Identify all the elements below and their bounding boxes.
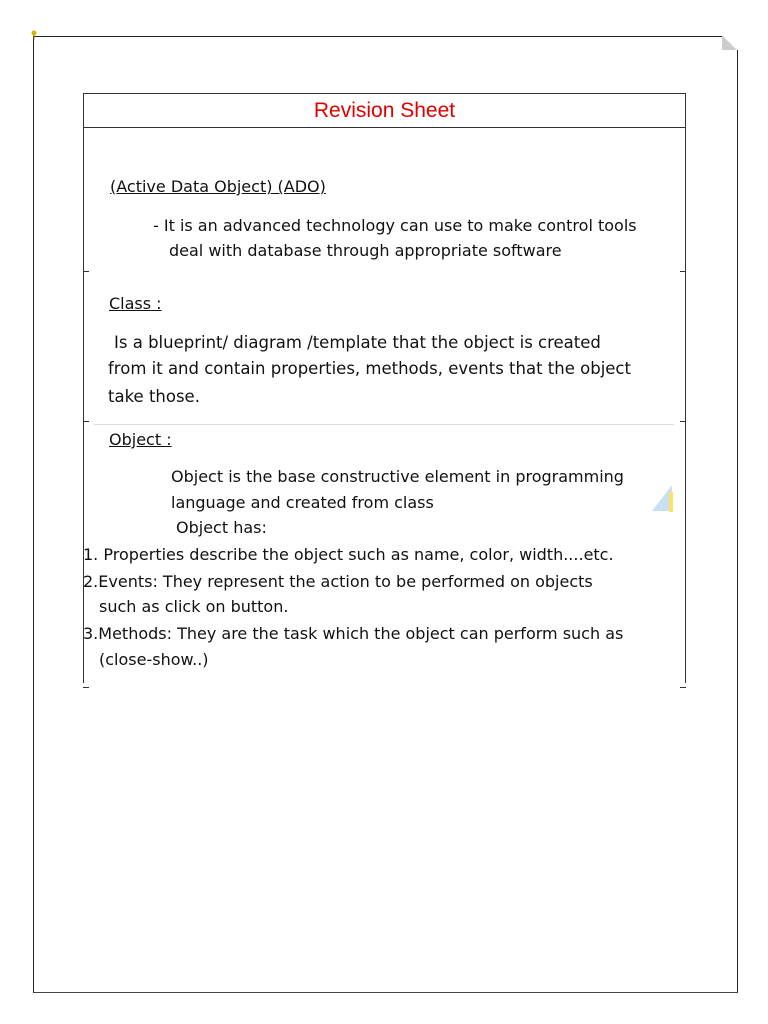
divider-tick bbox=[83, 421, 89, 422]
object-item-1: 1. Properties describe the object such as name, color, width....etc. bbox=[83, 545, 614, 564]
divider-line bbox=[94, 424, 674, 425]
object-item-2: 2.Events: They represent the action to be performed on objects bbox=[83, 572, 593, 591]
class-heading: Class : bbox=[109, 294, 162, 313]
class-line-2: from it and contain properties, methods, events that the object bbox=[108, 359, 631, 378]
class-line-1: Is a blueprint/ diagram /template that the object is created bbox=[114, 333, 601, 352]
object-item-3: 3.Methods: They are the task which the object can perform such as bbox=[83, 624, 624, 643]
ado-heading: (Active Data Object) (ADO) bbox=[110, 177, 326, 196]
corner-tick bbox=[83, 687, 89, 688]
divider-tick bbox=[680, 271, 686, 272]
object-intro-3: Object has: bbox=[176, 518, 267, 537]
divider-tick bbox=[83, 271, 89, 272]
decorative-bar bbox=[669, 492, 673, 512]
title-row bbox=[84, 94, 685, 128]
corner-tick bbox=[680, 687, 686, 688]
object-item-3-cont: (close-show..) bbox=[99, 650, 209, 669]
revision-sheet-box bbox=[83, 93, 686, 683]
object-intro-1: Object is the base constructive element in programming bbox=[171, 467, 624, 486]
object-item-2-cont: such as click on button. bbox=[99, 597, 289, 616]
divider-tick bbox=[680, 421, 686, 422]
ado-line-2: deal with database through appropriate software bbox=[169, 241, 562, 260]
object-intro-2: language and created from class bbox=[171, 493, 434, 512]
sheet-title: Revision Sheet bbox=[313, 99, 456, 122]
class-line-3: take those. bbox=[108, 387, 200, 406]
object-heading: Object : bbox=[109, 430, 172, 449]
ado-line-1: - It is an advanced technology can use to make control tools bbox=[153, 216, 637, 235]
page-fold bbox=[722, 36, 738, 50]
pin-icon bbox=[30, 30, 38, 40]
